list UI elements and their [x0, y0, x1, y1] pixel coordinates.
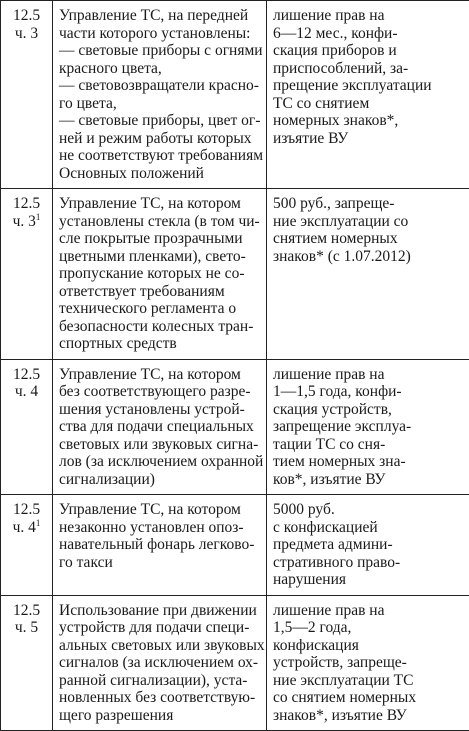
penalty-line: снятием номерных [273, 230, 465, 248]
penalty-line: скация приборов и [273, 42, 465, 60]
penalty-line: со снятием номерных [273, 689, 465, 707]
violation-description-cell [53, 359, 267, 495]
article-cell [1, 1, 53, 189]
article-part-superscript: 1 [36, 211, 41, 221]
description-line: щего разрешения [59, 707, 262, 725]
description-line: сигнализации) [59, 471, 262, 489]
description-line: незаконно установлен опоз- [59, 519, 262, 537]
penalty-cell [267, 495, 469, 596]
description-line: Управление ТС, на котором [59, 195, 262, 213]
description-line: ответствует требованиям [59, 283, 262, 301]
penalty-cell [267, 189, 469, 360]
description-line: ства для подачи специальных [59, 418, 262, 436]
description-line: го цвета, [59, 95, 262, 113]
description-line: не соответствуют требованиям [59, 147, 262, 165]
penalty-line: лишение прав на [273, 602, 465, 620]
table-row [1, 189, 469, 360]
description-line: технического регламента о [59, 300, 262, 318]
penalty-line: стративного право- [273, 554, 465, 572]
article-part-superscript: 1 [36, 517, 41, 527]
description-line: ней и режим работы которых [59, 130, 262, 148]
description-line: части которого установлены: [59, 25, 262, 43]
penalty-line: 6—12 мес., конфи- [273, 25, 465, 43]
penalty-line: ков*, изъятие ВУ [273, 471, 465, 489]
violation-description-cell [53, 1, 267, 189]
description-line: красного цвета, [59, 60, 262, 78]
penalty-line: 1,5—2 года, [273, 619, 465, 637]
description-line: лов (за исключением охранной [59, 453, 262, 471]
description-line: Управление ТС, на передней [59, 7, 262, 25]
penalty-line: ние эксплуатации со [273, 213, 465, 231]
description-line: безопасности колесных тран- [59, 318, 262, 336]
penalty-line: знаков*, изъятие ВУ [273, 707, 465, 725]
article-number: 12.5 [3, 602, 50, 620]
description-line: сле покрытые прозрачными [59, 230, 262, 248]
penalty-line: знаков* (с 1.07.2012) [273, 248, 465, 266]
table-body [1, 1, 469, 731]
penalty-line: лишение прав на [273, 7, 465, 25]
article-part [3, 25, 50, 43]
penalty-line: приспособлений, за- [273, 60, 465, 78]
article-part [3, 619, 50, 637]
table-row [1, 495, 469, 596]
article-cell [1, 495, 53, 596]
description-line: пропускание которых не со- [59, 265, 262, 283]
article-part-text: ч. 4 [15, 383, 38, 400]
description-line: навательный фонарь легково- [59, 536, 262, 554]
description-line: цветными пленками), свето- [59, 248, 262, 266]
violation-description-cell [53, 495, 267, 596]
article-number: 12.5 [3, 501, 50, 519]
table-row [1, 359, 469, 495]
article-number: 12.5 [3, 195, 50, 213]
penalty-line: изъятие ВУ [273, 130, 465, 148]
article-part-text: ч. 4 [13, 519, 36, 536]
penalty-line: конфискация [273, 637, 465, 655]
article-cell [1, 359, 53, 495]
penalty-line: скация устройств, [273, 401, 465, 419]
description-line: Управление ТС, на котором [59, 501, 262, 519]
penalty-line: прещение эксплуатации [273, 77, 465, 95]
description-line: спортных средств [59, 335, 262, 353]
violation-description-cell [53, 189, 267, 360]
penalty-cell [267, 359, 469, 495]
table-row [1, 595, 469, 731]
description-line: новленных без соответствую- [59, 689, 262, 707]
penalty-line: тации ТС со сня- [273, 436, 465, 454]
article-part [3, 213, 50, 231]
table-row [1, 1, 469, 189]
description-line: без соответствующего разре- [59, 383, 262, 401]
description-line: — световые приборы с огнями [59, 42, 262, 60]
violation-description-cell [53, 595, 267, 731]
description-line: Основных положений [59, 165, 262, 183]
description-line: Использование при движении [59, 602, 262, 620]
description-line: — световые приборы, цвет ог- [59, 112, 262, 130]
penalty-line: номерных знаков*, [273, 112, 465, 130]
description-line: ранной сигнализации), уста- [59, 672, 262, 690]
article-cell [1, 595, 53, 731]
penalty-line: 1—1,5 года, конфи- [273, 383, 465, 401]
penalty-line: запрещение эксплуа- [273, 418, 465, 436]
article-part-text: ч. 5 [15, 619, 38, 636]
penalty-line: 500 руб., запреще- [273, 195, 465, 213]
penalty-line: с конфискацией [273, 519, 465, 537]
article-part-text: ч. 3 [15, 25, 38, 42]
description-line: устройств для подачи специ- [59, 619, 262, 637]
article-number: 12.5 [3, 366, 50, 384]
article-part [3, 383, 50, 401]
penalty-line: предмета админи- [273, 536, 465, 554]
article-part [3, 519, 50, 537]
description-line: световых или звуковых сигна- [59, 436, 262, 454]
description-line: установлены стекла (в том чи- [59, 213, 262, 231]
description-line: шения установлены устрой- [59, 401, 262, 419]
penalty-line: устройств, запреще- [273, 654, 465, 672]
penalty-line: ТС со снятием [273, 95, 465, 113]
description-line: сигналов (за исключением ох- [59, 654, 262, 672]
description-line: го такси [59, 554, 262, 572]
article-part-text: ч. 3 [13, 213, 36, 230]
article-number: 12.5 [3, 7, 50, 25]
penalty-line: лишение прав на [273, 366, 465, 384]
penalty-line: ние эксплуатации ТС [273, 672, 465, 690]
description-line: Управление ТС, на котором [59, 366, 262, 384]
article-cell [1, 189, 53, 360]
description-line: альных световых или звуковых [59, 637, 262, 655]
penalty-line: тием номерных зна- [273, 453, 465, 471]
description-line: — световозвращатели красно- [59, 77, 262, 95]
penalty-cell [267, 595, 469, 731]
penalty-line: 5000 руб. [273, 501, 465, 519]
penalty-line: нарушения [273, 571, 465, 589]
penalty-cell [267, 1, 469, 189]
